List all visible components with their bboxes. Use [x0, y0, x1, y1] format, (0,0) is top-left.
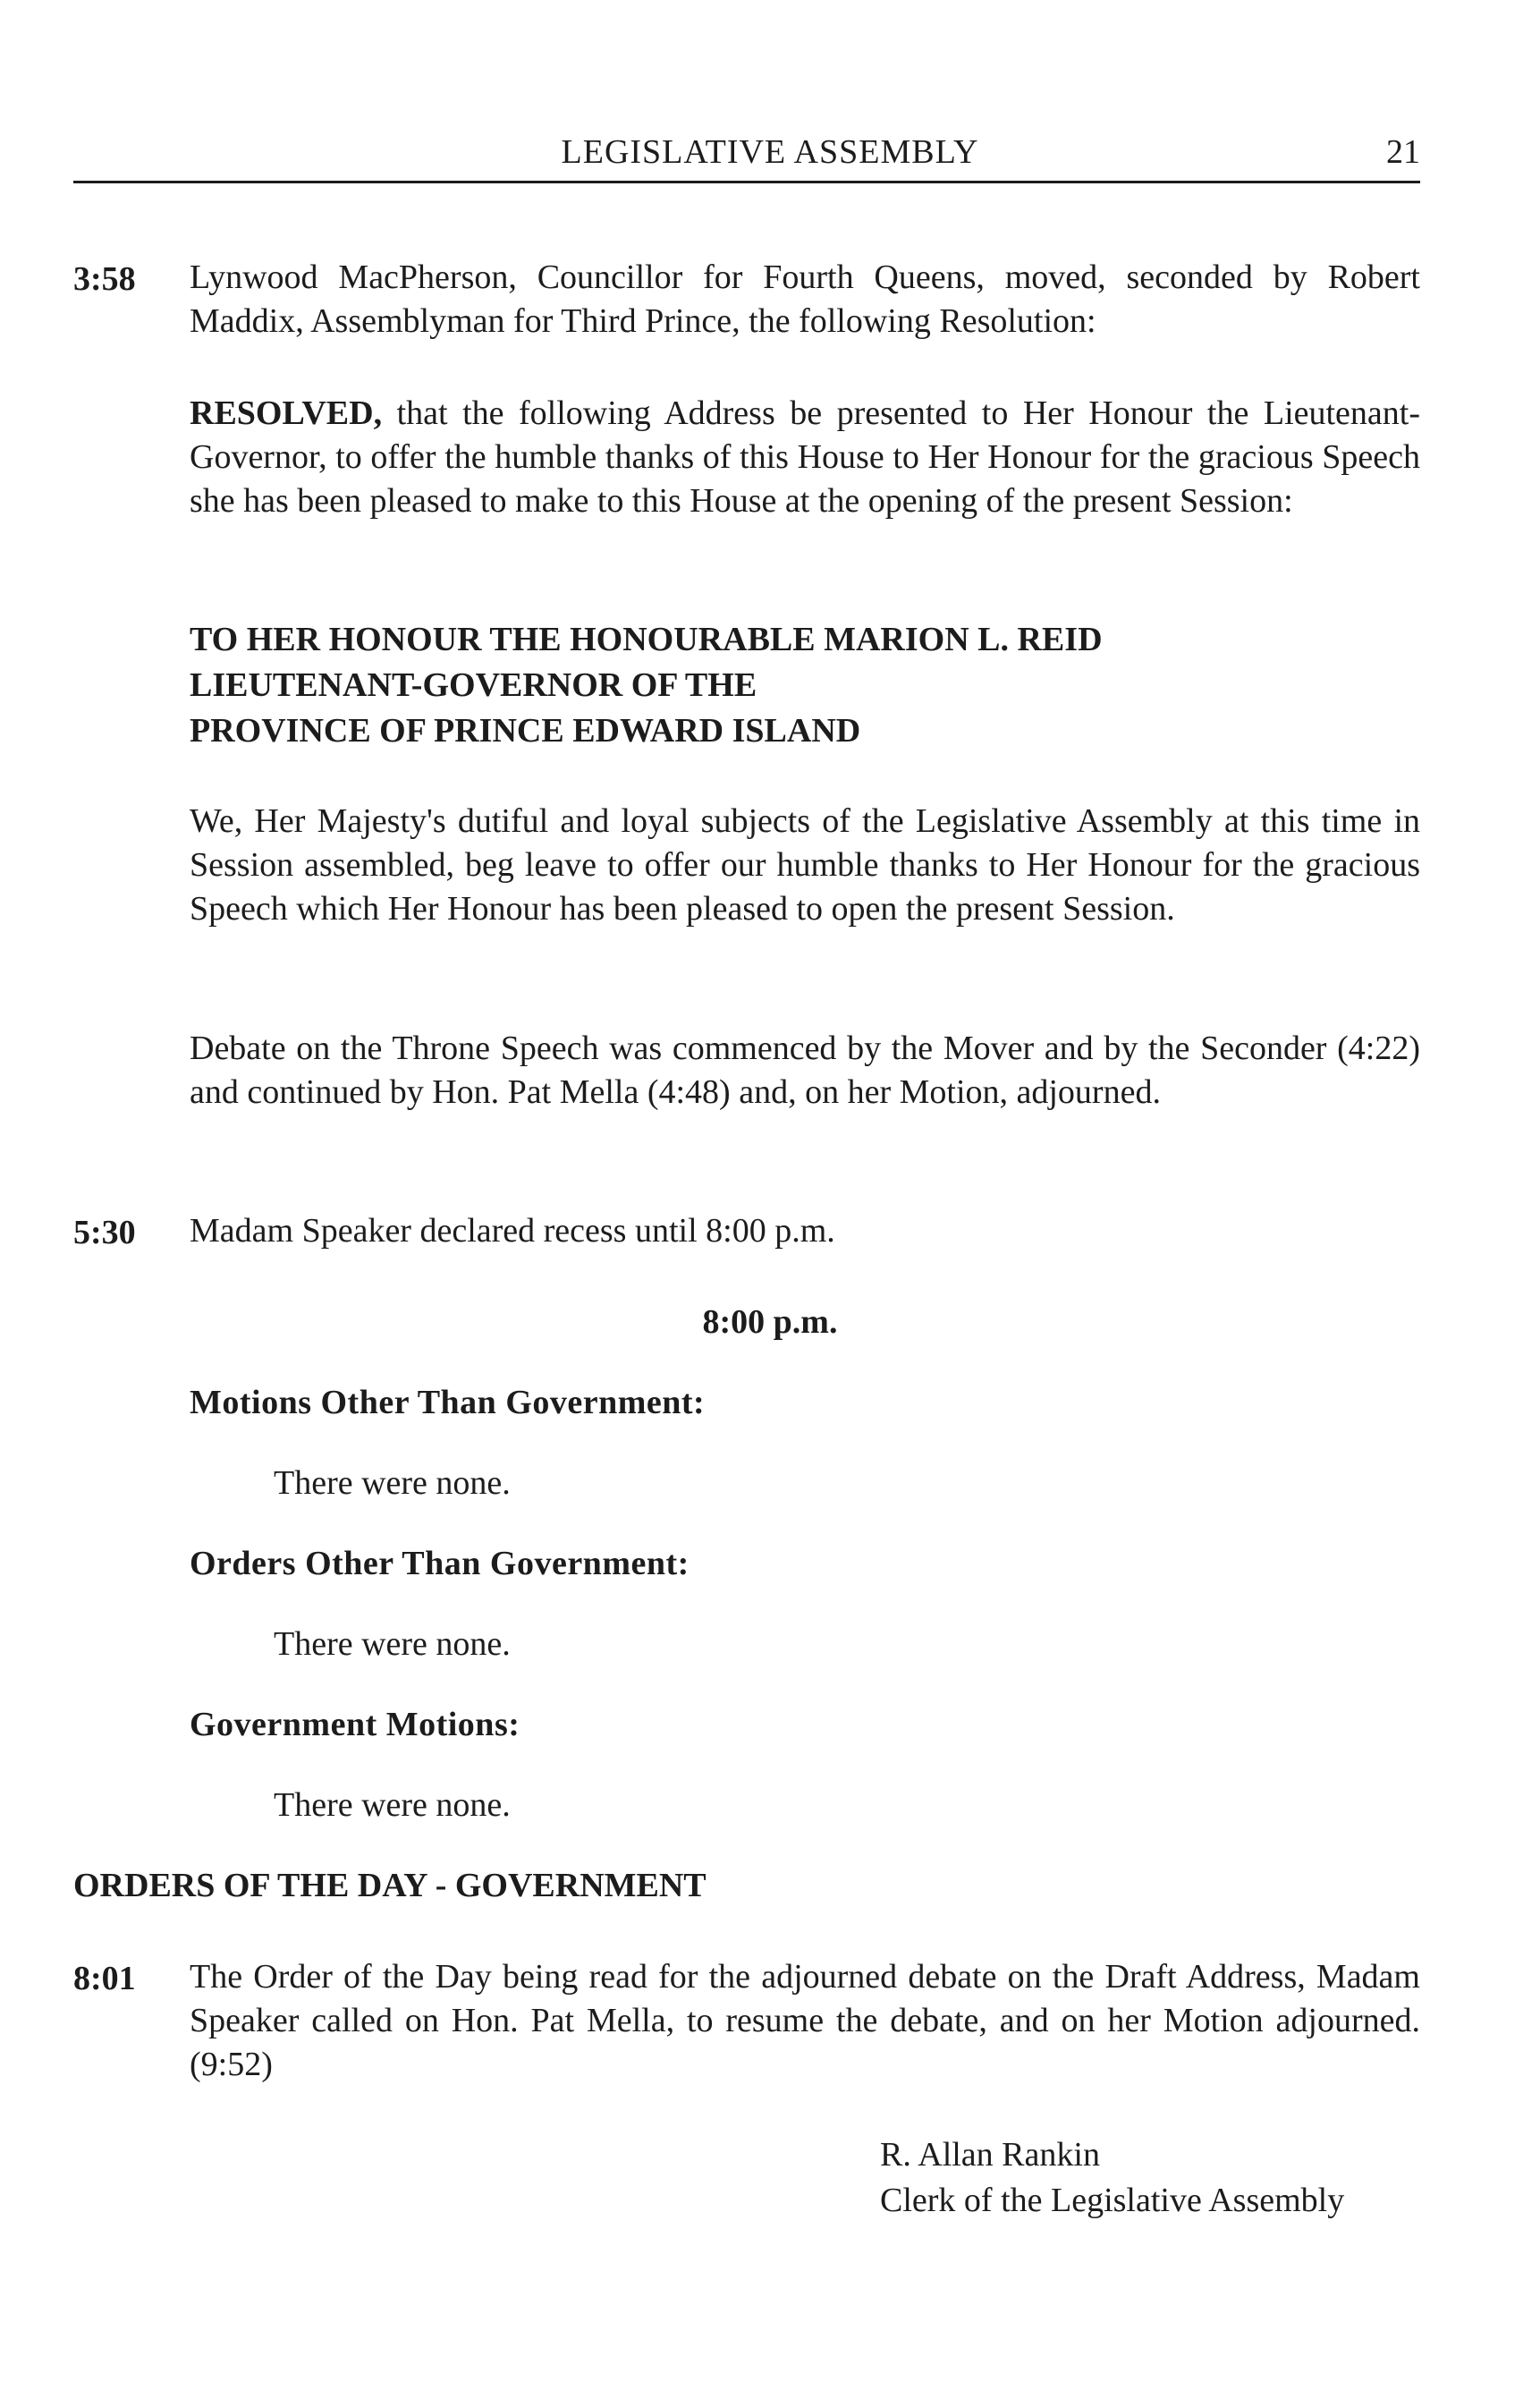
entry-530-text: Madam Speaker declared recess until 8:00 p.m.	[190, 1212, 835, 1250]
address-heading	[190, 617, 1420, 754]
evening-time-heading: 8:00 p.m.	[702, 1303, 838, 1341]
motions-other-text: There were none.	[274, 1464, 511, 1502]
signature-name: R. Allan Rankin	[880, 2136, 1100, 2174]
address-body: We, Her Majesty's dutiful and loyal subjects of the Legislative Assembly at this time in Session assembled, beg leave to offer our humble thanks to Her Honour for the gracious Speech which Her Honour has been pleased to open the present Session.	[190, 802, 1420, 928]
orders-other-heading: Orders Other Than Government:	[190, 1545, 690, 1582]
page-header-title: LEGISLATIVE ASSEMBLY	[561, 133, 979, 171]
entry-358-text: Lynwood MacPherson, Councillor for Fourth Queens, moved, seconded by Robert Maddix, Assemblyman for Third Prince, the following Resolution:	[190, 258, 1420, 340]
government-motions-text: There were none.	[274, 1786, 511, 1824]
resolution-paragraph	[190, 392, 1420, 523]
resolved-text: that the following Address be presented to Her Honour the Lieutenant-Governor, to offer the humble thanks of this House to Her Honour for the gracious Speech she has been pleased to make to this House at the opening of the present Session:	[190, 394, 1420, 520]
entry-time-530: 5:30	[73, 1214, 136, 1251]
header-rule	[73, 181, 1420, 183]
address-line-1: TO HER HONOUR THE HONOURABLE MARION L. REID	[190, 621, 1103, 658]
resolved-label: RESOLVED,	[190, 394, 383, 432]
address-line-3: PROVINCE OF PRINCE EDWARD ISLAND	[190, 712, 861, 750]
motions-other-heading: Motions Other Than Government:	[190, 1384, 706, 1421]
orders-of-day-heading: ORDERS OF THE DAY - GOVERNMENT	[73, 1867, 707, 1904]
debate-paragraph: Debate on the Throne Speech was commenced by the Mover and by the Seconder (4:22) and continued by Hon. Pat Mella (4:48) and, on her Motion, adjourned.	[190, 1030, 1420, 1111]
entry-time-801: 8:01	[73, 1960, 136, 1997]
address-line-2: LIEUTENANT-GOVERNOR OF THE	[190, 666, 757, 704]
page-number: 21	[1386, 133, 1420, 171]
orders-other-text: There were none.	[274, 1625, 511, 1663]
government-motions-heading: Government Motions:	[190, 1706, 520, 1743]
signature-block	[880, 2132, 1344, 2224]
entry-801-text: The Order of the Day being read for the adjourned debate on the Draft Address, Madam Speaker called on Hon. Pat Mella, to resume the debate, and on her Motion adjourned. (9:52)	[190, 1958, 1420, 2083]
signature-title: Clerk of the Legislative Assembly	[880, 2182, 1345, 2219]
entry-time-358: 3:58	[73, 260, 136, 298]
